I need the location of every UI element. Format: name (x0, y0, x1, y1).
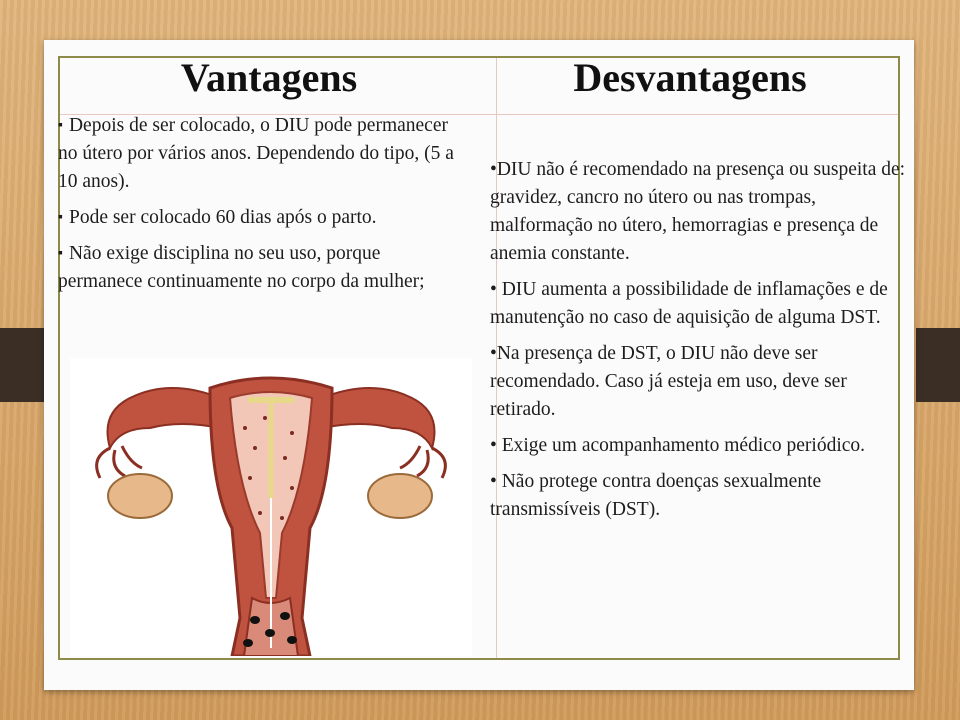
advantage-item: ▪ Pode ser colocado 60 dias após o parto. (58, 207, 377, 228)
square-bullet-icon: ▪ (58, 210, 63, 225)
square-bullet-icon: ▪ (58, 246, 63, 261)
disadvantage-item: • DIU aumenta a possibilidade de inflamações e de manutenção no caso de aquisição de alguma DST. (490, 279, 888, 328)
disadvantage-item: •Na presença de DST, o DIU não deve ser recomendado. Caso já esteja em uso, deve ser retirado. (490, 343, 847, 420)
advantages-list (58, 112, 468, 304)
uterus-drawing (70, 358, 472, 656)
disadvantage-item: • Exige um acompanhamento médico periódico. (490, 435, 866, 456)
advantages-header: Vantagens (180, 55, 358, 100)
advantage-item: ▪ Depois de ser colocado, o DIU pode permanecer no útero por vários anos. Dependendo do tipo, (5 a 10 anos). (58, 115, 454, 192)
left-side-tab (0, 328, 44, 402)
slide-card (44, 40, 914, 690)
disadvantage-item: •DIU não é recomendado na presença ou suspeita de: gravidez, cancro no útero ou nas trompas, malformação no útero, hemorragias e presença de anemia constante. (490, 159, 906, 264)
right-side-tab (916, 328, 960, 402)
square-bullet-icon: ▪ (58, 118, 63, 133)
advantage-item: ▪ Não exige disciplina no seu uso, porque permanece continuamente no corpo da mulher; (58, 243, 425, 292)
disadvantage-item: • Não protege contra doenças sexualmente transmissíveis (DST). (490, 471, 822, 520)
disadvantages-header: Desvantagens (573, 55, 807, 100)
iud-uterus-illustration (70, 358, 472, 656)
disadvantages-list (490, 156, 910, 532)
